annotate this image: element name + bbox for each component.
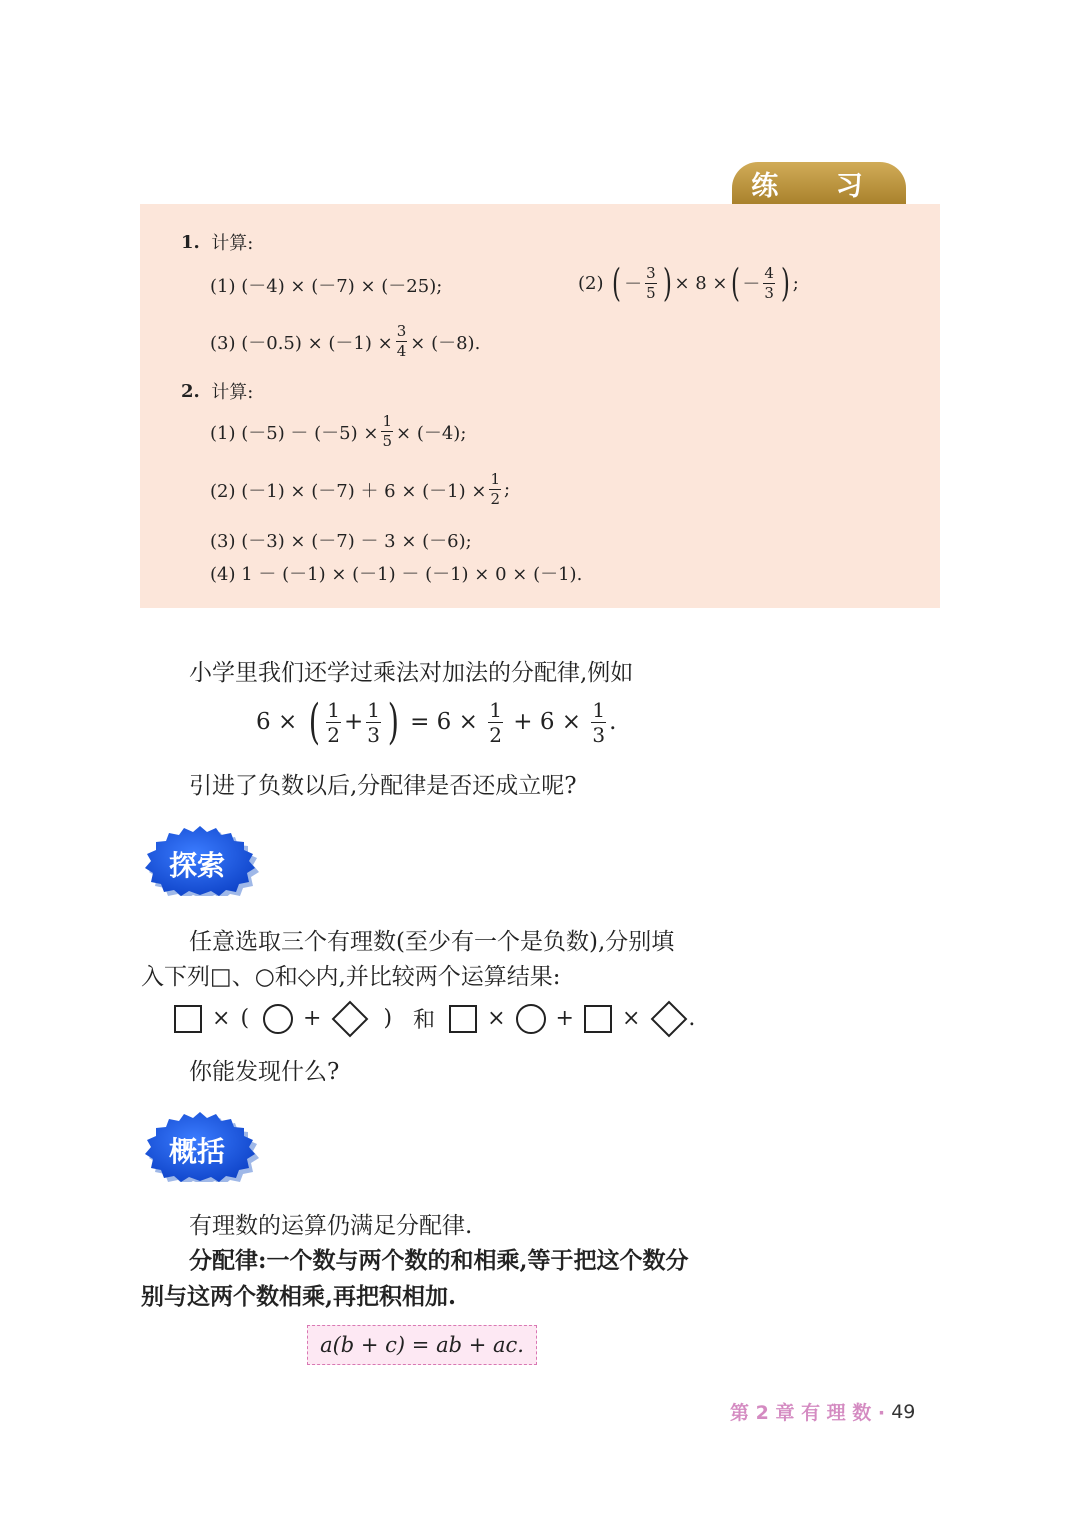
- square-icon: [174, 1005, 202, 1033]
- exercise-2-title: 2. 计算:: [181, 380, 254, 403]
- fraction: $\frac{1}{3}$: [592, 697, 606, 747]
- diamond-icon: [651, 1000, 688, 1037]
- practice-tab: 练 习: [732, 162, 906, 204]
- explore-line-1: 任意选取三个有理数(至少有一个是负数),分别填: [189, 929, 675, 955]
- summary-badge: 概括: [141, 1112, 259, 1182]
- fraction: $\frac{3}{4}$: [396, 322, 407, 360]
- circle-icon: [263, 1004, 293, 1034]
- square-icon: [584, 1005, 612, 1033]
- page-footer: 第 2 章 有 理 数 · 49: [730, 1400, 916, 1424]
- shapes-expression: × ( + ) 和 × + × .: [174, 1003, 695, 1034]
- explore-badge: 探索: [141, 826, 259, 896]
- distributive-law-line-1: 分配律:一个数与两个数的和相乘,等于把这个数分: [189, 1247, 689, 1274]
- circle-icon: [516, 1004, 546, 1034]
- distributive-law-line-2: 别与这两个数相乘,再把积相加.: [141, 1283, 457, 1310]
- fraction: $\frac{1}{2}$: [490, 470, 501, 508]
- fraction: $\frac{3}{5}$: [646, 263, 656, 302]
- distributive-law-formula: a(b + c) = ab + ac.: [307, 1325, 537, 1365]
- fraction: $\frac{1}{2}$: [327, 697, 340, 747]
- exercise-1-part-3: (3) (－0.5) × (－1) × $\frac{3}{4}$ × (－8).: [210, 322, 481, 360]
- exercise-2-part-3: (3) (－3) × (－7) － 3 × (－6);: [210, 531, 472, 552]
- exercise-1-title: 1. 计算:: [181, 231, 254, 254]
- diamond-icon: [332, 1000, 369, 1037]
- intro-example-formula: 6 × ( $\frac{1}{2}$ + $\frac{1}{3}$ ) = 6 × $\frac{1}{2}$ + 6 × $\frac{1}{3}$ .: [256, 694, 617, 750]
- fraction: $\frac{1}{5}$: [382, 412, 393, 450]
- intro-line-1: 小学里我们还学过乘法对加法的分配律,例如: [189, 660, 634, 686]
- exercise-2-part-2: (2) (－1) × (－7) ＋ 6 × (－1) × $\frac{1}{2}$ ;: [210, 470, 511, 508]
- explore-line-2: 入下列□、○和◇内,并比较两个运算结果:: [141, 964, 561, 990]
- explore-question: 你能发现什么?: [189, 1059, 340, 1085]
- fraction: $\frac{1}{3}$: [367, 697, 381, 747]
- square-icon: [449, 1005, 477, 1033]
- exercise-1-part-2: (2) ( － $\frac{3}{5}$ ) × 8 × ( － $\frac{4}{3}$ ) ;: [578, 261, 799, 305]
- fraction: $\frac{4}{3}$: [764, 263, 774, 302]
- exercise-1-part-1: (1) (－4) × (－7) × (－25);: [210, 276, 443, 297]
- fraction: $\frac{1}{2}$: [489, 697, 502, 747]
- exercise-2-part-1: (1) (－5) － (－5) × $\frac{1}{5}$ × (－4);: [210, 412, 467, 450]
- summary-line-1: 有理数的运算仍满足分配律.: [189, 1213, 473, 1239]
- intro-line-2: 引进了负数以后,分配律是否还成立呢?: [189, 773, 577, 799]
- exercise-2-part-4: (4) 1 － (－1) × (－1) － (－1) × 0 × (－1).: [210, 564, 583, 585]
